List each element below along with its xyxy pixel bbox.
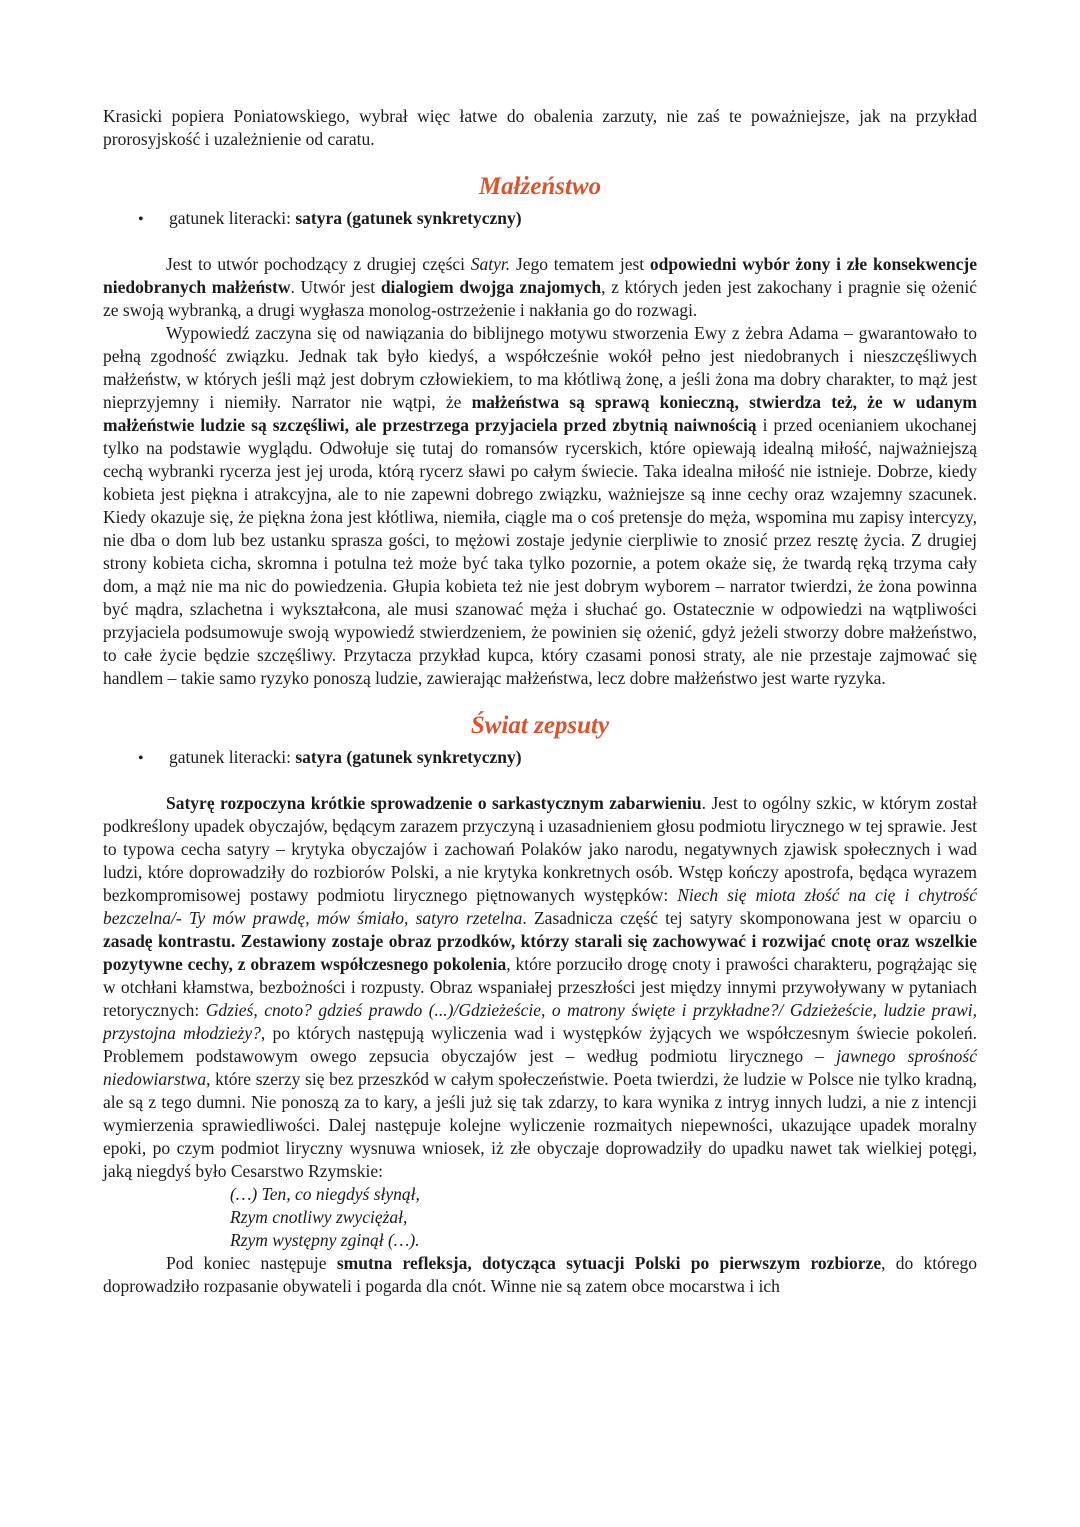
text-segment: , do którego doprowadziło rozpasanie obywateli i pogarda dla cnót. Winne nie są zatem obce mocarstwa i ich [103,1253,977,1296]
quote-block-rzym [103,1183,977,1252]
bullet-genre-swiat-zepsuty [138,746,977,770]
paragraph-malzenstwo-overview [103,253,977,322]
text-segment: smutna refleksja, dotycząca sytuacji Polski po pierwszym rozbiorze [336,1253,882,1273]
text-segment: Pod koniec następuje [166,1253,337,1273]
text-segment: Jego tematem jest [510,254,650,274]
section-title-malzenstwo: Małżeństwo [478,173,602,200]
bullet-genre-label [169,746,522,769]
text-segment: jawnego sprośność niedowiarstwa [103,1046,977,1089]
text-segment: i przed ocenianiem ukochanej tylko na podstawie wyglądu. Odwołuje się tutaj do romansów rycerskich, które opiewają idealną miłość, najważniejszą cechą wybranki rycerza jest jej uroda, którą rycerz sławi po całym świecie. Taka idealna miłość nie istnieje. Dobrze, kiedy kobieta jest piękna i atrakcyjna, ale to nie zapewni dobrego związku, ważniejsze są inne cechy oraz wzajemny szacunek. Kiedy okazuje się, że piękna żona jest kłótliwa, niemiła, ciągle ma o coś pretensje do męża, wspomina mu zapisy intercyzy, nie dba o dom lub bez ustanku sprasza gości, to mężowi zostaje jedynie cierpliwie to znosić przez resztę życia. Z drugiej strony kobieta cicha, skromna i potulna też może być taka tylko pozornie, a potem okaże się, że twardą ręką trzyma cały dom, a mąż nie ma nic do powiedzenia. Głupia kobieta też nie jest dobrym wyborem – narrator twierdzi, że żona powinna być mądra, szlachetna i wykształcona, ale musi szanować męża i słuchać go. Ostatecznie w odpowiedzi na wątpliwości przyjaciela podsumowuje swoją wypowiedź stwierdzeniem, że powinien się ożenić, gdyż jeżeli stworzy dobre małżeństwo, to całe życie będzie szczęśliwy. Przytacza przykład kupca, który czasami ponosi straty, ale nie przestaje zajmować się handlem – takie samo ryzyko ponoszą ludzie, zawierając małżeństwa, lecz dobre małżeństwo jest warte ryzyka. [103,415,977,688]
paragraph-krasicki-intro [103,105,977,151]
bullet-genre-label-bold: satyra (gatunek synkretyczny) [295,747,522,767]
text-segment: zasadę kontrastu. Zestawiony zostaje obraz przodków, którzy starali się zachowywać i rozwijać cnotę oraz wszelkie pozytywne cechy, z obrazem współczesnego pokolenia [103,931,977,974]
text-segment: Wypowiedź zaczyna się od nawiązania do biblijnego motywu stworzenia Ewy z żebra Adama – gwarantowało to pełną zgodność związku. Jednak tak było kiedyś, a współcześnie wokół pełno jest niedobranych i nieszczęśliwych małżeństw, w których jeśli mąż jest dobrym człowiekiem, to ma kłótliwą żonę, a jeśli żona ma dobry charakter, to mąż jest nieprzyjemny i niemiły. Narrator nie wątpi, że [103,323,977,412]
paragraph-malzenstwo-analysis [103,322,977,690]
text-segment: odpowiedni wybór żony i złe konsekwencje niedobranych małżeństw [103,254,977,297]
quote-line: Rzym cnotliwy zwyciężał, [230,1207,408,1227]
bullet-genre-label-normal: gatunek literacki: [169,747,296,767]
text-segment: , z których jeden jest zakochany i pragnie się ożenić ze swoją wybranką, a drugi wygłasza monolog-ostrzeżenie i nakłania go do rozwagi. [103,277,977,320]
section-title-swiat-zepsuty: Świat zepsuty [470,712,610,739]
quote-line: (…) Ten, co niegdyś słynął, [230,1184,420,1204]
text-segment: Krasicki popiera Poniatowskiego, wybrał więc łatwe do obalenia zarzuty, nie zaś te poważniejsze, jak na przykład prorosyjskość i uzależnienie od caratu. [103,106,977,149]
text-segment: . Jest to ogólny szkic, w którym został podkreślony upadek obyczajów, będącym zarazem przyczyną i uzasadnieniem głosu podmiotu lirycznego w tej sprawie. Jest to typowa cecha satyry – krytyka obyczajów i zachowań Polaków jako narodu, negatywnych zjawisk społecznych i wad ludzi, które doprowadziły do rozbiorów Polski, a nie krytyka konkretnych osób. Wstęp kończy apostrofa, będąca wyrazem bezkompromisowej postawy podmiotu lirycznego piętnowanych występków: [103,793,977,905]
quote-line: Rzym występny zginął (…). [230,1230,420,1250]
text-segment: małżeństwa są sprawą konieczną, stwierdza też, że w udanym małżeństwie ludzie są szczęśliwi, ale przestrzega przyjaciela przed zbytnią naiwnością [103,392,977,435]
paragraph-swiat-zepsuty-analysis [103,792,977,1183]
text-segment: Jest to utwór pochodzący z drugiej części [166,254,471,274]
bullet-icon: • [138,211,144,228]
bullet-genre-malzenstwo [138,207,977,231]
paragraph-swiat-zepsuty-conclusion [103,1252,977,1298]
text-segment: , które szerzy się bez przeszkód w całym społeczeństwie. Poeta twierdzi, że ludzie w Polsce nie tylko kradną, ale są z tego dumni. Nie ponoszą za to kary, a jeśli już się tak zdarzy, to kara wynika z intryg innych ludzi, a nie z intencji wymierzenia sprawiedliwości. Dalej następuje kolejne wyliczenie rozmaitych niepewności, ukazujące upadek moralny epoki, po czym podmiot liryczny wysnuwa wniosek, iż złe obyczaje doprowadziły do upadku nawet tak wielkiej potęgi, jaką niegdyś było Cesarstwo Rzymskie: [103,1069,977,1181]
text-segment: Niech się miota złość na cię i chytrość bezczelna/- Ty mów prawdę, mów śmiało, satyro rzetelna [103,885,978,928]
text-segment: , które porzuciło drogę cnoty i prawości charakteru, pogrążając się w otchłani kłamstwa, bezbożności i rozpusty. Obraz wspaniałej przeszłości jest między innymi przywoływany w pytaniach retorycznych: [103,954,978,1020]
text-segment: Satyr. [470,254,511,274]
text-segment: , po których następują wyliczenia wad i występków żyjących we współczesnym świecie pokoleń. Problemem podstawowym owego zepsucia obyczajów jest – według podmiotu lirycznego – [103,1023,977,1066]
text-segment: Gdzieś, cnoto? gdzieś prawdo (...)/Gdzieżeście, o matrony święte i przykładne?/ Gdzieżeście, ludzie prawi, przystojna młodzieży? [103,1000,977,1043]
bullet-genre-label [169,207,522,230]
bullet-icon: • [138,750,144,767]
text-segment: dialogiem dwojga znajomych [380,277,602,297]
text-segment: . Zasadnicza część tej satyry skomponowana jest w oparciu o [522,908,977,928]
text-segment: Satyrę rozpoczyna krótkie sprowadzenie o sarkastycznym zabarwieniu [166,793,702,813]
bullet-genre-label-bold: satyra (gatunek synkretyczny) [295,208,522,228]
text-segment: . Utwór jest [290,277,381,297]
bullet-genre-label-normal: gatunek literacki: [169,208,296,228]
